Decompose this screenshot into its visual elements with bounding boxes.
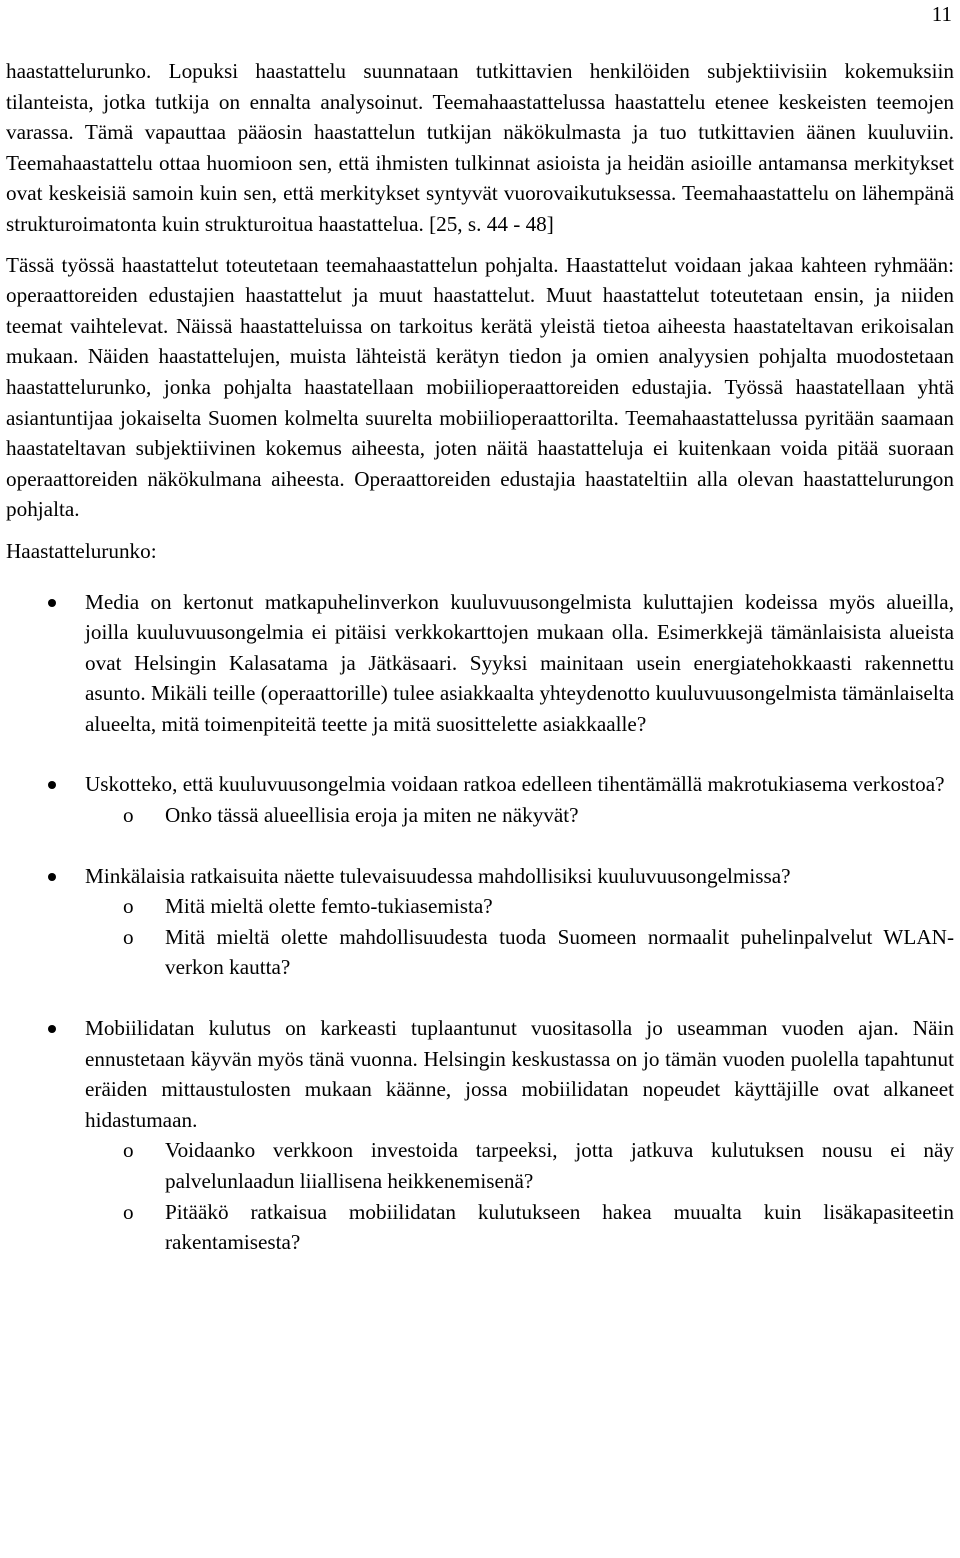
question-text: Media on kertonut matkapuhelinverkon kuuluvuusongelmista kuluttajien kodeissa myös alueilla, joilla kuuluvuusongelmia ei pitäisi verkkokarttojen mukaan olla. Esimerkkejä tämänlaisista alueista ovat Helsingin Kalasatama ja Jätkäsaari. Syyksi mainitaan usein energiatehokkaasti rakennettu asunto. Mikäli teille (operaattorille) tulee asiakkaalta yhteydenotto kuuluvuusongelmista tämänlaiselta alueelta, mitä toimenpiteitä teette ja mitä suosittelette asiakkaalle?	[85, 589, 954, 736]
question-item	[6, 769, 954, 830]
sub-question-item	[6, 922, 954, 983]
bullet-icon	[48, 599, 56, 607]
sub-question-list	[85, 1135, 954, 1257]
sub-question-item	[6, 800, 954, 831]
outline-heading: Haastattelurunko:	[6, 538, 157, 563]
question-item	[6, 1013, 954, 1258]
sub-bullet-icon: o	[123, 924, 134, 949]
body-paragraph: haastattelurunko. Lopuksi haastattelu suunnataan tutkittavien henkilöiden subjektiivisiin kokemuksiin tilanteista, jotka tutkija on ennalta analysoinut. Teemahaastattelussa haastattelu etenee keskeisten teemojen varassa. Tämä vapauttaa pääosin haastattelun tutkijan näkökulmasta ja tuo tutkittavien äänen kuuluviin. Teemahaastattelu ottaa huomioon sen, että ihmisten tulkinnat asioista ja heidän asioille antamansa merkitykset ovat keskeisiä samoin kuin sen, että merkitykset syntyvät vuorovaikutuksessa. Teemahaastattelu on lähempänä strukturoimatonta kuin strukturoitua haastattelua. [25, s. 44 - 48]	[6, 59, 954, 236]
sub-question-text: Onko tässä alueellisia eroja ja miten ne näkyvät?	[165, 803, 579, 828]
sub-question-item	[6, 1135, 954, 1196]
sub-question-item	[6, 891, 954, 922]
sub-question-text: Voidaanko verkkoon investoida tarpeeksi, jotta jatkuva kulutuksen nousu ei näy palvelunlaadun liiallisena heikkenemisenä?	[165, 1138, 954, 1193]
question-text: Mobiilidatan kulutus on karkeasti tuplaantunut vuositasolla jo useamman vuoden ajan. Näin ennustetaan käyvän myös tänä vuonna. Helsingin keskustassa on jo tämän vuoden puolella tapahtunut eräiden mittaustulosten mukaan käänne, jossa mobiilidatan nopeudet käyttäjille ovat alkaneet hidastumaan.	[85, 1016, 954, 1132]
sub-question-text: Mitä mieltä olette mahdollisuudesta tuoda Suomeen normaalit puhelinpalvelut WLAN-verkon kautta?	[165, 924, 954, 980]
sub-bullet-icon: o	[123, 803, 134, 828]
bullet-icon	[48, 873, 56, 881]
sub-question-text: Mitä mieltä olette femto-tukiasemista?	[165, 894, 493, 919]
body-paragraph: Tässä työssä haastattelut toteutetaan teemahaastattelun pohjalta. Haastattelut voidaan jakaa kahteen ryhmään: operaattoreiden edustajien haastattelut ja muut haastattelut. Muut haastattelut toteutetaan ensin, ja niiden teemat vaihtelevat. Näissä haastatteluissa on tarkoitus kerätä yleistä tietoa aiheesta haastateltavan erikoisalan mukaan. Näiden haastattelujen, muista lähteistä kerätyn tiedon ja omien analyysien pohjalta muodostetaan haastattelurunko, jonka pohjalta haastatellaan mobiilioperaattoreiden edustajia. Työssä haastatellaan yhtä asiantuntijaa jokaiselta Suomen kolmelta suurelta mobiilioperaattorilta. Teemahaastattelussa pyritään saamaan haastateltavan subjektiivinen kokemus aiheesta, joten näitä haastatteluja ei kuitenkaan voida pitää suoraan operaattoreiden näkökulmana aiheesta. Operaattoreiden edustajia haastateltiin alla olevan haastattelurungon pohjalta.	[6, 252, 954, 522]
sub-question-text: Pitääkö ratkaisua mobiilidatan kulutukseen hakea muualta kuin lisäkapasiteetin rakentamisesta?	[165, 1199, 954, 1255]
question-text: Uskotteko, että kuuluvuusongelmia voidaan ratkoa edelleen tihentämällä makrotukiasema verkostoa?	[85, 772, 945, 797]
sub-question-list	[85, 800, 954, 831]
question-item	[6, 861, 954, 983]
sub-bullet-icon: o	[123, 894, 134, 919]
bullet-icon	[48, 1025, 56, 1033]
sub-bullet-icon: o	[123, 1138, 134, 1163]
question-text: Minkälaisia ratkaisuita näette tulevaisuudessa mahdollisiksi kuuluvuusongelmissa?	[85, 863, 791, 888]
page-number: 11	[931, 2, 952, 26]
sub-question-list	[85, 891, 954, 983]
question-item	[6, 587, 954, 740]
sub-question-item	[6, 1197, 954, 1258]
bullet-icon	[48, 781, 56, 789]
document-body	[6, 56, 954, 1258]
question-list	[6, 587, 954, 1258]
sub-bullet-icon: o	[123, 1199, 134, 1224]
